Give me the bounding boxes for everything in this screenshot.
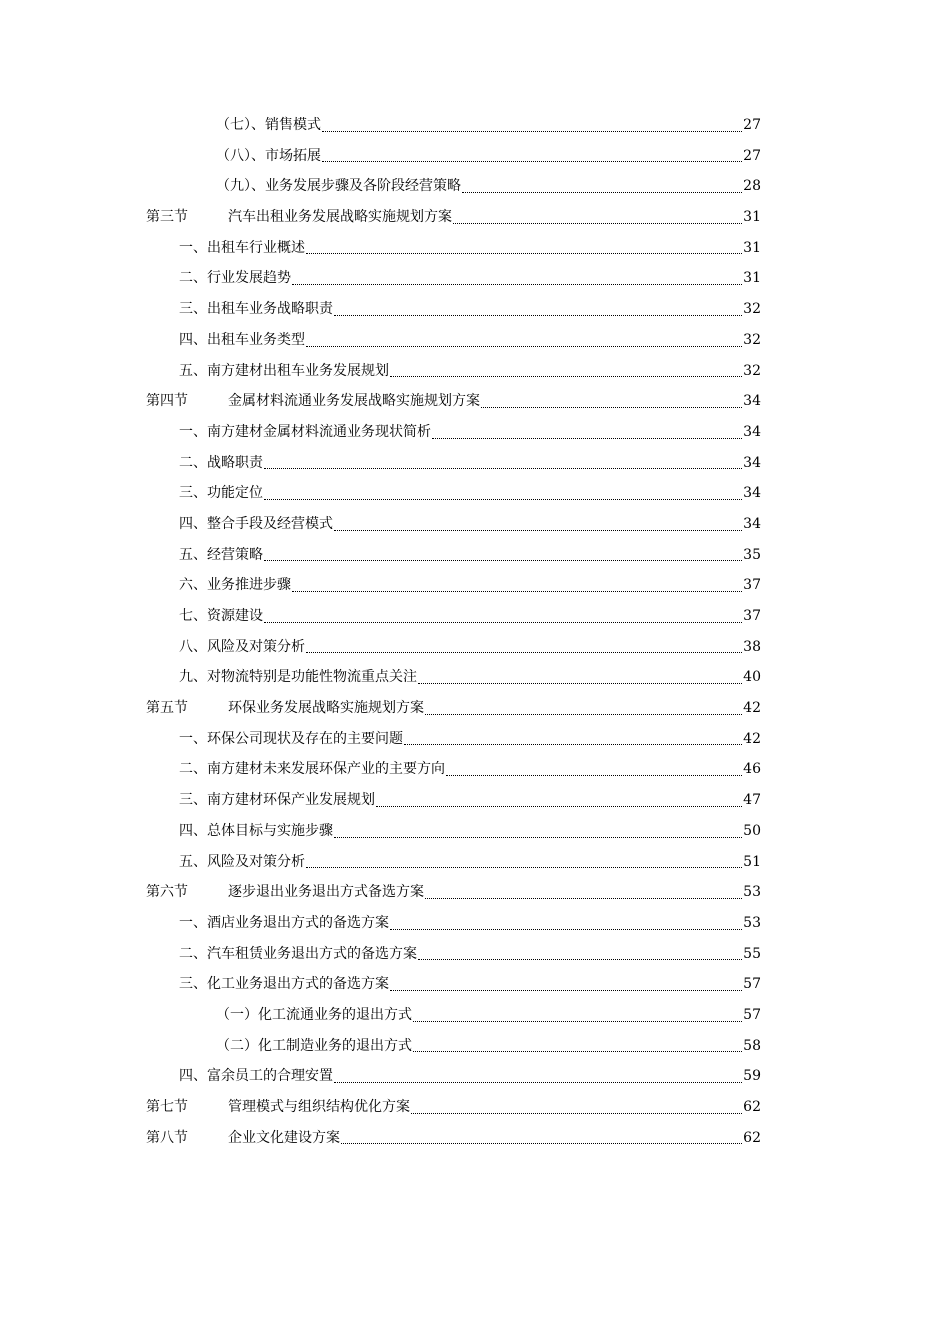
toc-dot-leader [425,714,742,715]
toc-entry[interactable] [146,724,761,755]
toc-page-number: 31 [743,239,761,256]
toc-entry[interactable] [146,693,761,724]
toc-entry[interactable] [146,233,761,264]
toc-page-number: 34 [743,485,761,502]
toc-entry[interactable] [146,969,761,1000]
toc-entry[interactable] [146,1031,761,1062]
toc-entry[interactable] [146,816,761,847]
toc-entry-title: 三、化工业务退出方式的备选方案 [179,976,389,993]
toc-entry[interactable] [146,908,761,939]
toc-entry[interactable] [146,417,761,448]
toc-page-number: 35 [743,546,761,563]
toc-entry-title: 二、汽车租赁业务退出方式的备选方案 [179,945,417,962]
toc-page-number: 32 [743,362,761,379]
toc-dot-leader [334,530,742,531]
toc-entry-title: （二）化工制造业务的退出方式 [216,1037,412,1054]
toc-section-number: 第四节 [146,393,188,410]
toc-dot-leader [413,1021,742,1022]
toc-dot-leader [306,346,742,347]
toc-section-number: 第七节 [146,1099,188,1115]
toc-dot-leader [306,652,742,653]
toc-entry[interactable] [146,632,761,663]
toc-entry-title: 一、环保公司现状及存在的主要问题 [179,730,403,747]
toc-page-number: 62 [743,1099,761,1115]
toc-entry[interactable] [146,847,761,878]
toc-page-number: 55 [743,945,761,962]
toc-dot-leader [292,284,742,285]
toc-page-number: 53 [743,884,761,901]
toc-entry-title: 四、整合手段及经营模式 [179,515,333,532]
toc-page-number: 34 [743,454,761,471]
toc-page-number: 28 [743,178,761,195]
toc-page-number: 27 [743,147,761,164]
toc-dot-leader [390,929,742,930]
toc-entry[interactable] [146,1123,761,1154]
toc-entry[interactable] [146,325,761,356]
toc-page-number: 34 [743,423,761,440]
toc-page-number: 57 [743,976,761,993]
toc-page-number: 59 [743,1068,761,1085]
toc-entry-title: 二、战略职责 [179,454,263,471]
toc-entry-title: 九、对物流特别是功能性物流重点关注 [179,669,417,686]
toc-page-number: 34 [743,393,761,410]
toc-dot-leader [264,560,742,561]
toc-page-number: 37 [743,608,761,624]
toc-dot-leader [322,161,742,162]
toc-entry[interactable] [146,1092,761,1123]
toc-dot-leader [462,192,742,193]
toc-dot-leader [432,438,742,439]
toc-page-number: 51 [743,853,761,870]
toc-page-number: 32 [743,301,761,318]
toc-page-number: 53 [743,914,761,931]
toc-entry[interactable] [146,386,761,417]
toc-dot-leader [481,407,742,408]
toc-dot-leader [292,591,742,592]
toc-dot-leader [306,253,742,254]
toc-entry-title: 三、南方建材环保产业发展规划 [179,792,375,809]
toc-page-number: 40 [743,669,761,686]
toc-entry-title: 五、南方建材出租车业务发展规划 [179,362,389,379]
toc-dot-leader [306,867,742,868]
toc-page-number: 32 [743,331,761,348]
toc-entry-title: 二、南方建材未来发展环保产业的主要方向 [179,761,445,778]
toc-dot-leader [446,775,742,776]
toc-dot-leader [334,837,742,838]
toc-dot-leader [334,1082,742,1083]
toc-entry[interactable] [146,877,761,908]
toc-dot-leader [404,744,742,745]
toc-dot-leader [390,990,742,991]
toc-dot-leader [418,959,742,960]
toc-entry[interactable] [146,110,761,141]
toc-dot-leader [322,131,742,132]
toc-entry-title: （一）化工流通业务的退出方式 [216,1006,412,1023]
toc-entry[interactable] [146,448,761,479]
toc-entry-title: 七、资源建设 [179,608,263,624]
toc-entry[interactable] [146,662,761,693]
toc-dot-leader [425,898,742,899]
toc-section-number: 第六节 [146,884,188,901]
toc-dot-leader [390,376,742,377]
toc-entry-title: 逐步退出业务退出方式备选方案 [228,884,424,901]
toc-entry-title: 八、风险及对策分析 [179,638,305,655]
toc-page-number: 50 [743,822,761,839]
toc-page-number: 62 [743,1129,761,1146]
toc-entry-title: （九）、业务发展步骤及各阶段经营策略 [216,178,461,195]
toc-entry-title: 二、行业发展趋势 [179,270,291,287]
toc-entry[interactable] [146,1061,761,1092]
toc-dot-leader [376,806,742,807]
toc-entry-title: 六、业务推进步骤 [179,577,291,594]
table-of-contents [146,110,761,1153]
toc-dot-leader [341,1143,742,1144]
toc-entry-title: （七）、销售模式 [216,117,321,133]
toc-entry-title: 五、风险及对策分析 [179,853,305,870]
toc-entry-title: 金属材料流通业务发展战略实施规划方案 [228,393,480,410]
toc-page-number: 58 [743,1037,761,1054]
toc-entry[interactable] [146,939,761,970]
toc-entry[interactable] [146,202,761,233]
toc-entry[interactable] [146,754,761,785]
toc-entry[interactable] [146,263,761,294]
toc-entry[interactable] [146,570,761,601]
toc-page-number: 42 [743,700,761,717]
toc-entry-title: 环保业务发展战略实施规划方案 [228,700,424,717]
toc-entry-title: 五、经营策略 [179,546,263,563]
toc-entry[interactable] [146,785,761,816]
toc-dot-leader [418,683,742,684]
toc-entry[interactable] [146,294,761,325]
toc-entry[interactable] [146,509,761,540]
toc-page-number: 57 [743,1006,761,1023]
toc-entry-title: 四、出租车业务类型 [179,331,305,348]
toc-page-number: 31 [743,209,761,226]
toc-page-number: 42 [743,730,761,747]
toc-entry-title: （八）、市场拓展 [216,147,321,164]
toc-entry[interactable] [146,601,761,632]
toc-entry-title: 三、功能定位 [179,485,263,502]
toc-entry-title: 四、总体目标与实施步骤 [179,822,333,839]
toc-entry[interactable] [146,478,761,509]
toc-entry[interactable] [146,356,761,387]
toc-entry[interactable] [146,1000,761,1031]
toc-entry-title: 一、南方建材金属材料流通业务现状简析 [179,423,431,440]
toc-entry[interactable] [146,540,761,571]
toc-page-number: 38 [743,638,761,655]
toc-dot-leader [264,499,742,500]
toc-dot-leader [453,223,742,224]
toc-entry-title: 汽车出租业务发展战略实施规划方案 [228,209,452,226]
toc-entry-title: 一、酒店业务退出方式的备选方案 [179,914,389,931]
toc-section-number: 第五节 [146,700,188,717]
toc-entry-title: 三、出租车业务战略职责 [179,301,333,318]
toc-page-number: 37 [743,577,761,594]
toc-dot-leader [413,1051,742,1052]
toc-entry-title: 一、出租车行业概述 [179,239,305,256]
toc-entry-title: 企业文化建设方案 [228,1129,340,1146]
toc-section-number: 第八节 [146,1129,188,1146]
toc-entry-title: 管理模式与组织结构优化方案 [228,1099,410,1115]
toc-page-number: 34 [743,515,761,532]
toc-dot-leader [264,622,742,623]
toc-page-number: 47 [743,792,761,809]
toc-section-number: 第三节 [146,209,188,226]
toc-dot-leader [411,1113,742,1114]
toc-entry-title: 四、富余员工的合理安置 [179,1068,333,1085]
toc-page-number: 46 [743,761,761,778]
toc-entry[interactable] [146,171,761,202]
toc-dot-leader [334,315,742,316]
toc-entry[interactable] [146,141,761,172]
toc-page-number: 27 [743,117,761,133]
toc-page-number: 31 [743,270,761,287]
toc-dot-leader [264,468,742,469]
